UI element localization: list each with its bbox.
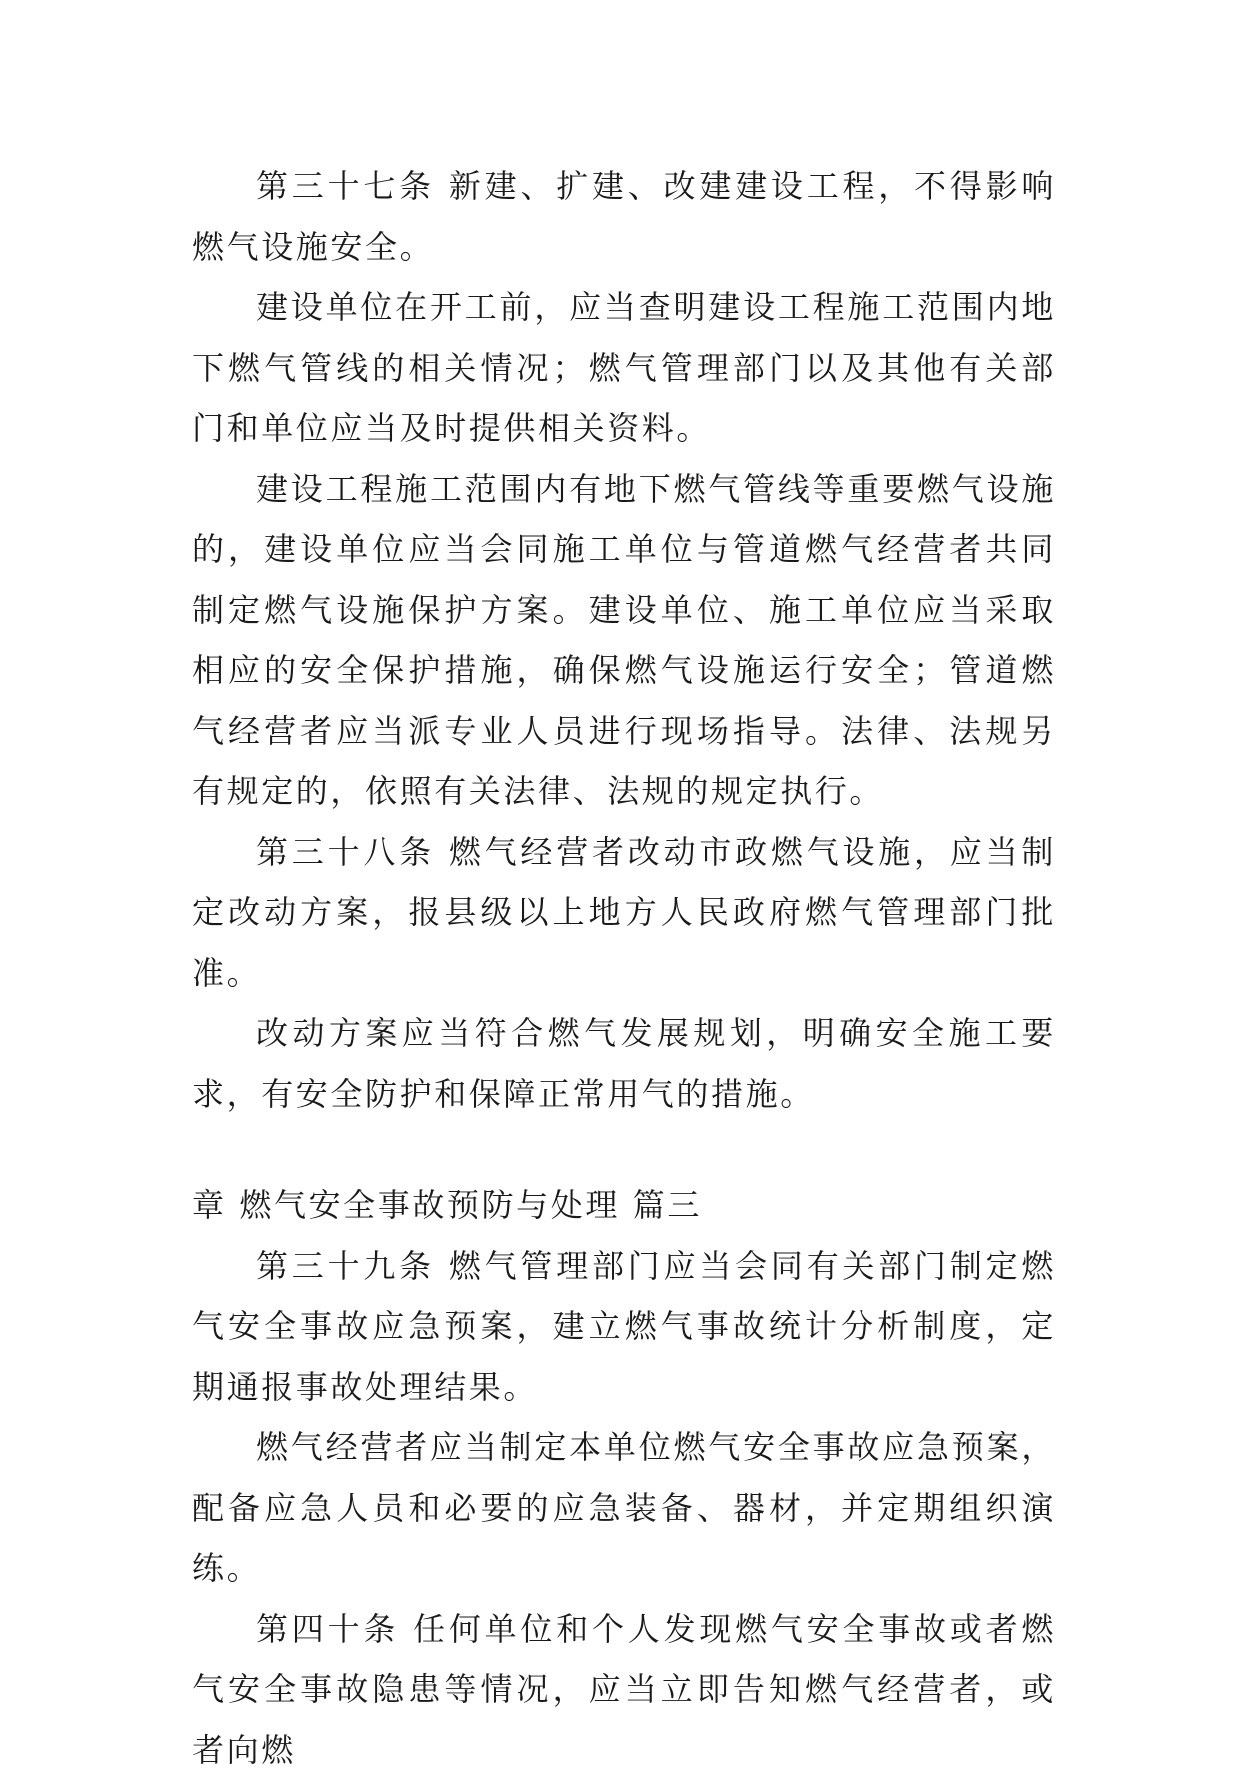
article-40-paragraph: 第四十条 任何单位和个人发现燃气安全事故或者燃气安全事故隐患等情况，应当立即告知燃气经营者，或者向燃 bbox=[192, 1599, 1056, 1780]
article-37-clause-2-paragraph: 建设单位在开工前，应当查明建设工程施工范围内地下燃气管线的相关情况；燃气管理部门以及其他有关部门和单位应当及时提供相关资料。 bbox=[192, 277, 1056, 459]
article-38-paragraph: 第三十八条 燃气经营者改动市政燃气设施，应当制定改动方案，报县级以上地方人民政府燃气管理部门批准。 bbox=[192, 822, 1056, 1004]
article-38-clause-2-paragraph: 改动方案应当符合燃气发展规划，明确安全施工要求，有安全防护和保障正常用气的措施。 bbox=[192, 1003, 1056, 1124]
article-39-paragraph: 第三十九条 燃气管理部门应当会同有关部门制定燃气安全事故应急预案，建立燃气事故统计分析制度，定期通报事故处理结果。 bbox=[192, 1236, 1056, 1418]
article-37-clause-3-paragraph: 建设工程施工范围内有地下燃气管线等重要燃气设施的，建设单位应当会同施工单位与管道燃气经营者共同制定燃气设施保护方案。建设单位、施工单位应当采取相应的安全保护措施，确保燃气设施运行安全；管道燃气经营者应当派专业人员进行现场指导。法律、法规另有规定的，依照有关法律、法规的规定执行。 bbox=[192, 459, 1056, 822]
article-39-clause-2-paragraph: 燃气经营者应当制定本单位燃气安全事故应急预案，配备应急人员和必要的应急装备、器材，并定期组织演练。 bbox=[192, 1417, 1056, 1599]
document-page bbox=[192, 156, 1056, 1780]
article-37-paragraph: 第三十七条 新建、扩建、改建建设工程，不得影响燃气设施安全。 bbox=[192, 156, 1056, 277]
chapter-heading: 章 燃气安全事故预防与处理 篇三 bbox=[192, 1175, 1056, 1236]
